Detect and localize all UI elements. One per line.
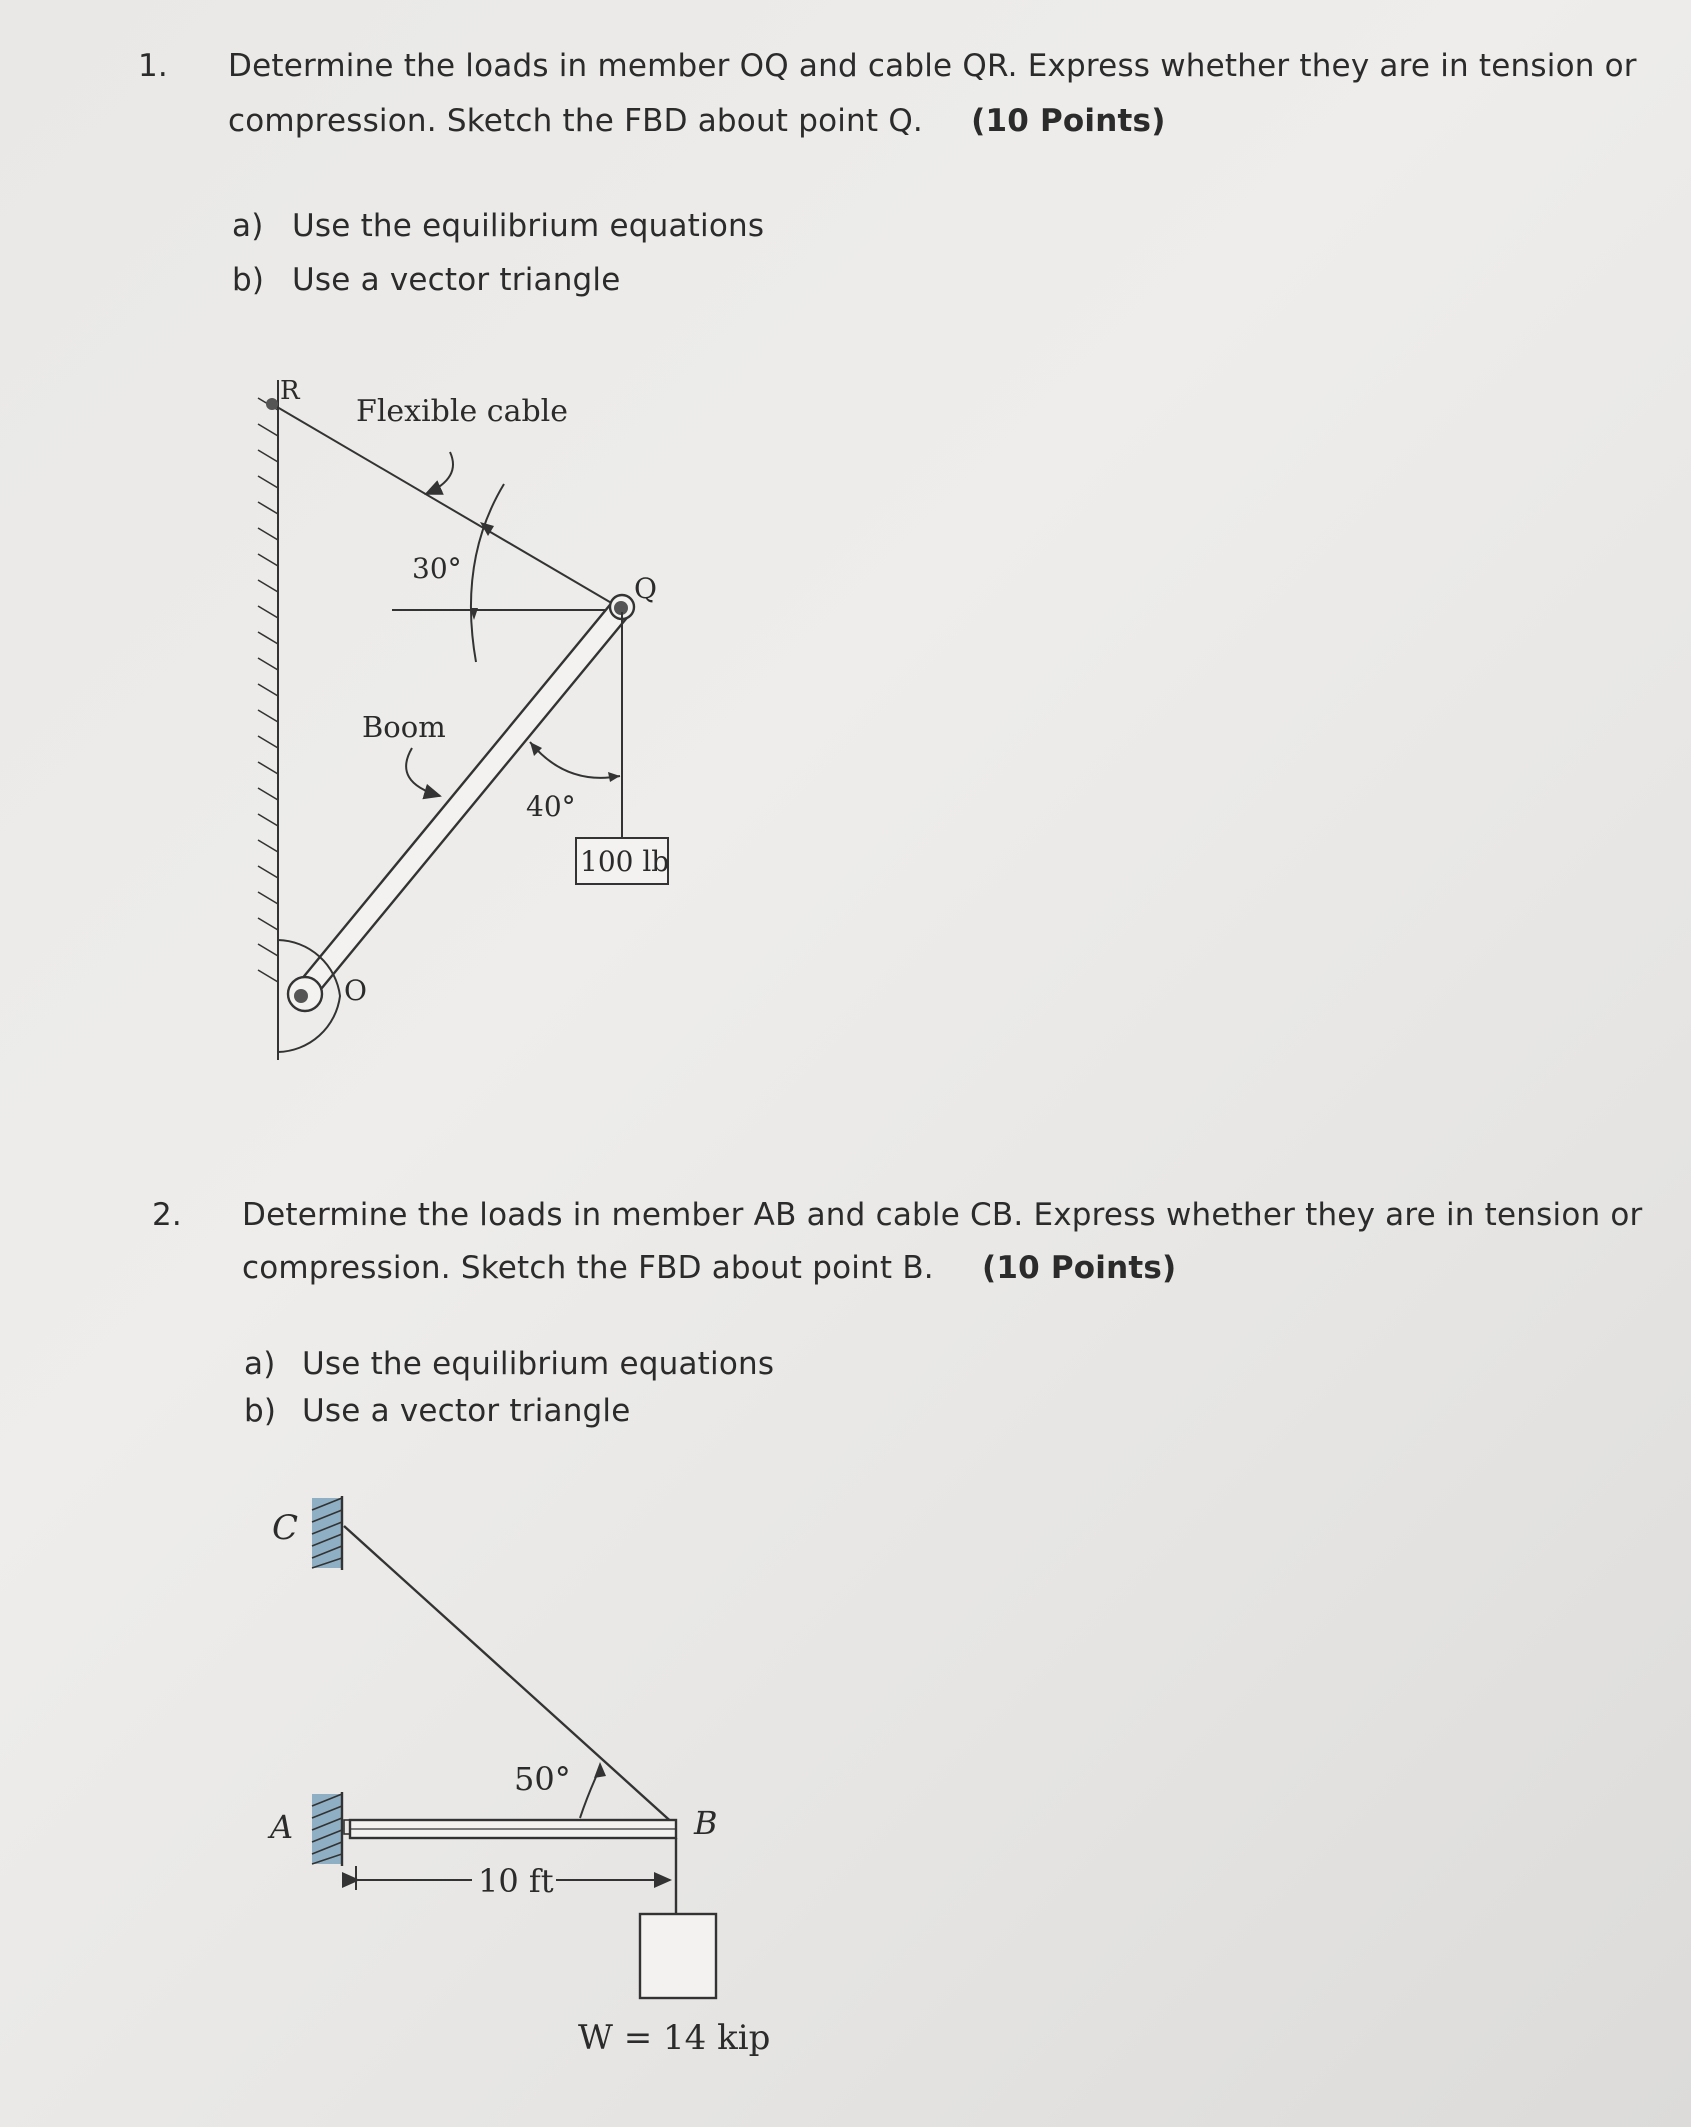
- problem-2-part-a: Use the equilibrium equations: [302, 1346, 775, 1382]
- problem-2-line-1: Determine the loads in member AB and cable CB. Express whether they are in tension or: [242, 1197, 1643, 1233]
- problem-1-part-b-marker: b): [232, 262, 265, 298]
- angle-40-arc: [530, 742, 620, 778]
- label-flexible-cable: Flexible cable: [356, 394, 569, 429]
- problem-1-number: 1.: [138, 48, 168, 84]
- problem-2-line-2: compression. Sketch the FBD about point B.: [242, 1250, 934, 1286]
- wall-c: [312, 1496, 342, 1570]
- label-r: R: [280, 376, 300, 406]
- weight-box: [640, 1914, 716, 1998]
- label-b: B: [694, 1804, 718, 1842]
- boom-leader: [406, 748, 440, 796]
- label-c: C: [272, 1508, 299, 1548]
- problem-1-line-1: Determine the loads in member OQ and cable QR. Express whether they are in tension or: [228, 48, 1637, 84]
- wall-1: [258, 380, 278, 1060]
- label-o: O: [344, 974, 367, 1007]
- label-angle-50: 50°: [514, 1760, 571, 1798]
- cable-cb: [344, 1526, 676, 1826]
- problem-2-part-b: Use a vector triangle: [302, 1393, 631, 1429]
- problem-1-part-a-marker: a): [232, 208, 264, 244]
- boom: [288, 595, 634, 1011]
- label-angle-40: 40°: [526, 790, 576, 823]
- problem-1-part-a: Use the equilibrium equations: [292, 208, 765, 244]
- problem-1-part-b: Use a vector triangle: [292, 262, 621, 298]
- label-boom: Boom: [362, 710, 446, 744]
- label-angle-30: 30°: [412, 552, 462, 585]
- angle-30-arc: [471, 484, 504, 662]
- problem-1-points: (10 Points): [971, 103, 1166, 139]
- label-q: Q: [634, 572, 657, 605]
- problem-2-part-a-marker: a): [244, 1346, 276, 1382]
- problem-2-part-b-marker: b): [244, 1393, 277, 1429]
- label-weight: W = 14 kip: [578, 2018, 771, 2058]
- label-a: A: [270, 1808, 294, 1846]
- label-load-100lb: 100 lb: [580, 845, 670, 878]
- cable-leader: [426, 452, 453, 494]
- problem-2-points: (10 Points): [981, 1250, 1177, 1286]
- pin-r: [266, 398, 278, 410]
- problem-2-number: 2.: [152, 1197, 182, 1233]
- member-ab: [350, 1820, 676, 1838]
- problem-1-line-2: compression. Sketch the FBD about point Q.: [228, 103, 923, 139]
- label-dimension-10ft: 10 ft: [478, 1862, 554, 1900]
